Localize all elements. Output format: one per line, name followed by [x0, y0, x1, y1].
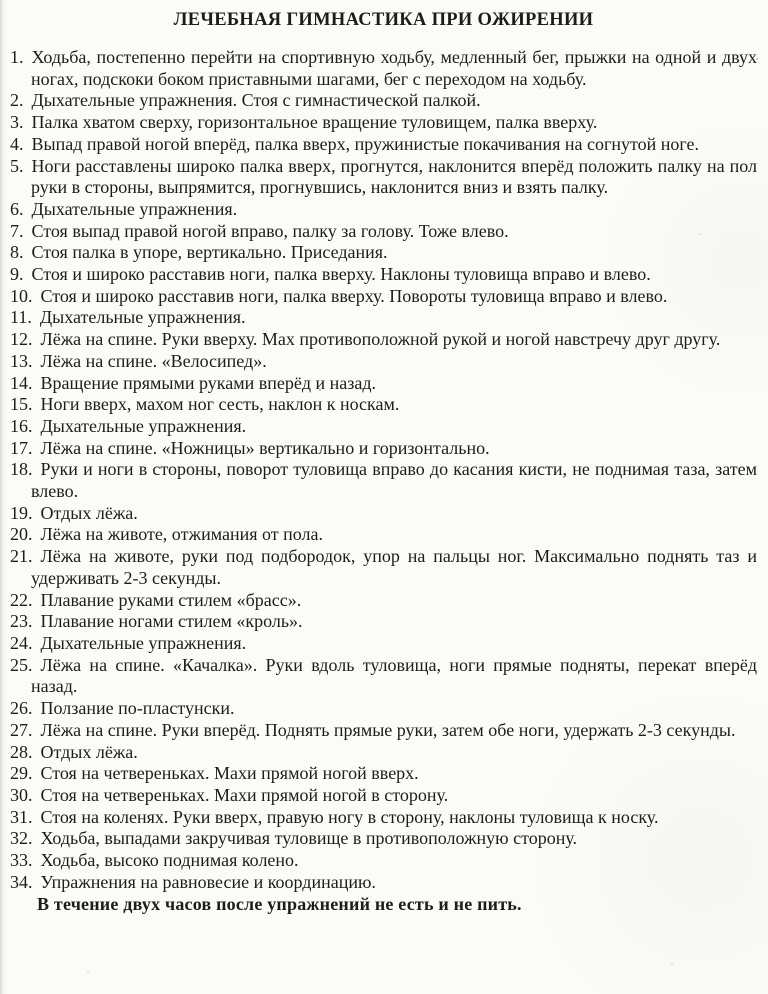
item-number: 22. [10, 589, 33, 610]
item-number: 4. [10, 133, 24, 154]
exercise-item [10, 307, 757, 329]
item-number: 21. [10, 546, 33, 567]
item-text: Палка хватом сверху, горизонтальное вращение туловищем, палка вверху. [31, 112, 598, 133]
exercise-item [10, 807, 757, 829]
exercise-item [10, 828, 757, 850]
exercise-item [10, 221, 757, 243]
exercise-item [10, 47, 757, 90]
exercise-item [10, 872, 757, 894]
exercise-item [10, 590, 757, 612]
exercise-item [10, 242, 757, 264]
item-text: Отдых лёжа. [40, 502, 138, 523]
exercise-item [10, 524, 757, 546]
item-text: Лёжа на спине. «Велосипед». [40, 350, 267, 371]
exercise-item [10, 763, 757, 785]
item-text: Стоя выпад правой ногой вправо, палку за голову. Тоже влево. [31, 220, 509, 241]
exercise-list [10, 47, 757, 893]
item-text: Плавание руками стилем «брасс». [40, 589, 302, 610]
item-number: 15. [10, 394, 33, 415]
item-number: 6. [10, 198, 24, 219]
exercise-item [10, 329, 757, 351]
item-text: Дыхательные упражнения. Стоя с гимнастической палкой. [31, 90, 481, 111]
item-number: 34. [10, 871, 33, 892]
item-text: Вращение прямыми руками вперёд и назад. [40, 372, 377, 393]
item-text: Дыхательные упражнения. [40, 632, 247, 653]
exercise-item [10, 655, 757, 698]
exercise-item [10, 156, 757, 199]
item-text: Дыхательные упражнения. [40, 415, 247, 436]
item-number: 8. [10, 242, 24, 263]
item-text: Стоя и широко расставив ноги, палка вверху. Повороты туловища вправо и влево. [40, 285, 668, 306]
item-text: Дыхательные упражнения. [39, 307, 246, 328]
item-text: Дыхательные упражнения. [31, 198, 238, 219]
item-number: 29. [10, 763, 33, 784]
item-text: Лёжа на спине. «Качалка». Руки вдоль туловища, ноги прямые подняты, перекат вперёд назад. [31, 654, 757, 697]
item-text: Лёжа на животе, отжимания от пола. [40, 524, 324, 545]
exercise-item [10, 199, 757, 221]
item-number: 2. [10, 90, 24, 111]
exercise-item [10, 546, 757, 589]
item-number: 11. [10, 307, 32, 328]
item-number: 24. [10, 632, 33, 653]
item-text: Ползание по-пластунски. [40, 698, 235, 719]
exercise-item [10, 785, 757, 807]
item-text: Лёжа на спине. Руки вверху. Мах противоположной рукой и ногой навстречу друг другу. [40, 329, 721, 350]
exercise-item [10, 90, 757, 112]
item-text: Ноги расставлены широко палка вверх, прогнутся, наклонится вперёд положить палку на пол руки в стороны, выпрямится, прогнувшись, наклонится вниз и взять палку. [31, 155, 757, 198]
item-number: 18. [10, 459, 33, 480]
item-text: Ноги вверх, махом ног сесть, наклон к носкам. [40, 394, 400, 415]
exercise-item [10, 459, 757, 502]
item-text: Плавание ногами стилем «кроль». [40, 611, 303, 632]
item-number: 26. [10, 698, 33, 719]
exercise-item [10, 286, 757, 308]
exercise-item [10, 394, 757, 416]
item-number: 27. [10, 719, 33, 740]
item-number: 25. [10, 654, 33, 675]
exercise-item [10, 134, 757, 156]
item-number: 33. [10, 850, 33, 871]
exercise-item [10, 850, 757, 872]
item-text: Лёжа на спине. Руки вперёд. Поднять прямые руки, затем обе ноги, удержать 2-3 секунды. [40, 719, 736, 740]
closing-note: В течение двух часов после упражнений не есть и не пить. [37, 894, 522, 915]
item-number: 32. [10, 828, 33, 849]
item-text: Стоя на четвереньках. Махи прямой ногой вверх. [40, 763, 419, 784]
exercise-item [10, 742, 757, 764]
item-text: Стоя на коленях. Руки вверх, правую ногу в сторону, наклоны туловища к носку. [40, 806, 659, 827]
page-title: ЛЕЧЕБНАЯ ГИМНАСТИКА ПРИ ОЖИРЕНИИ [173, 10, 594, 30]
item-number: 14. [10, 372, 33, 393]
item-number: 16. [10, 415, 33, 436]
item-text: Лёжа на спине. «Ножницы» вертикально и горизонтально. [40, 437, 490, 458]
exercise-item [10, 611, 757, 633]
item-number: 19. [10, 502, 33, 523]
item-number: 28. [10, 741, 33, 762]
item-number: 12. [10, 329, 33, 350]
item-number: 5. [10, 155, 24, 176]
item-text: Лёжа на животе, руки под подбородок, упор на пальцы ног. Максимально поднять таз и удерживать 2-3 секунды. [31, 546, 757, 588]
item-number: 23. [10, 611, 33, 632]
exercise-item [10, 112, 757, 134]
exercise-item [10, 720, 757, 742]
item-text: Ходьба, постепенно перейти на спортивную ходьбу, медленный бег, прыжки на одной и двух ногах, подскоки боком приставными шагами, бег с переходом на ходьбу. [31, 47, 757, 89]
item-number: 30. [10, 784, 33, 805]
item-number: 10. [10, 285, 33, 306]
item-text: Стоя палка в упоре, вертикально. Приседания. [31, 242, 388, 263]
exercise-item [10, 373, 757, 395]
item-number: 9. [10, 264, 24, 285]
item-text: Выпад правой ногой вперёд, палка вверх, пружинистые покачивания на согнутой ноге. [31, 133, 700, 154]
item-number: 1. [10, 47, 24, 67]
item-number: 20. [10, 524, 33, 545]
item-text: Стоя и широко расставив ноги, палка вверху. Наклоны туловища вправо и влево. [31, 264, 651, 285]
item-text: Руки и ноги в стороны, поворот туловища вправо до касания кисти, не поднимая таза, затем влево. [31, 459, 757, 502]
exercise-item [10, 503, 757, 525]
item-text: Стоя на четвереньках. Махи прямой ногой в сторону. [40, 784, 449, 805]
item-number: 13. [10, 350, 33, 371]
exercise-item [10, 698, 757, 720]
item-text: Ходьба, выпадами закручивая туловище в противоположную сторону. [40, 828, 578, 849]
exercise-item [10, 264, 757, 286]
exercise-item [10, 438, 757, 460]
exercise-item [10, 351, 757, 373]
exercise-item [10, 416, 757, 438]
item-text: Упражнения на равновесие и координацию. [40, 871, 376, 892]
item-text: Отдых лёжа. [40, 741, 138, 762]
item-number: 17. [10, 437, 33, 458]
item-number: 7. [10, 220, 24, 241]
item-number: 31. [10, 806, 33, 827]
item-number: 3. [10, 112, 24, 133]
exercise-item [10, 633, 757, 655]
item-text: Ходьба, высоко поднимая колено. [40, 850, 299, 871]
